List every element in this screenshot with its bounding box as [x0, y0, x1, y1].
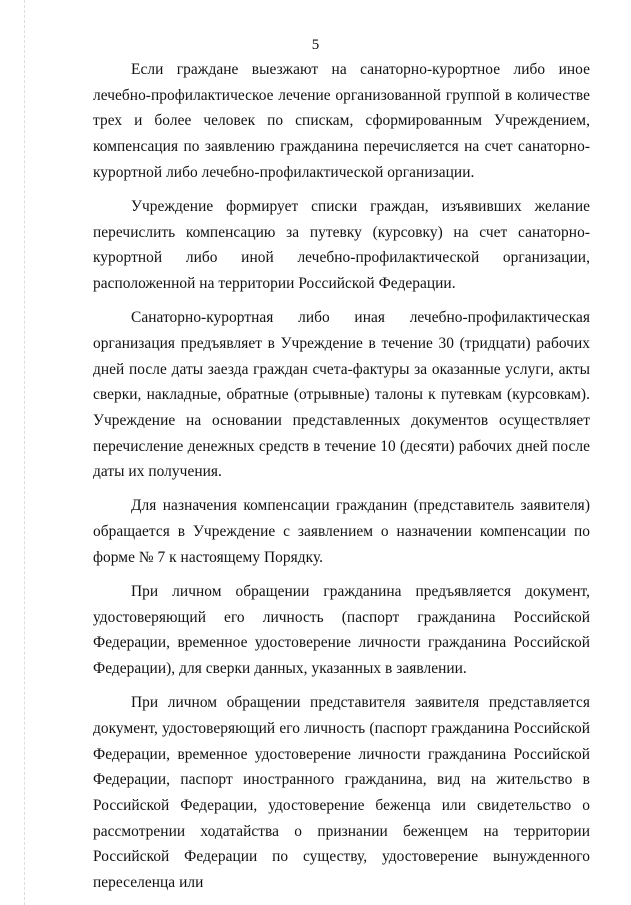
- paragraph-application: Для назначения компенсации гражданин (представитель заявителя) обращается в Учреждение с заявлением о назначении компенсации по форме № 7 к настоящему Порядку.: [93, 497, 590, 566]
- paragraph-personal-visit: При личном обращении гражданина предъявляется документ, удостоверяющий его личность (паспорт гражданина Российской Федерации, временное удостоверение личности гражданина Российской Федерации), для сверки данных, указанных в заявлении.: [93, 582, 590, 678]
- paragraph-lists-formation: Учреждение формирует списки граждан, изъявивших желание перечислить компенсацию за путевку (курсовку) на счет санаторно-курортной либо иной лечебно-профилактической организации, расположенной на территории Российской Федерации.: [93, 197, 590, 293]
- scan-edge-line: [24, 0, 26, 905]
- paragraph-invoices: Санаторно-курортная либо иная лечебно-профилактическая организация предъявляет в Учреждение в течение 30 (тридцати) рабочих дней после даты заезда граждан счета-фактуры за оказанные услуги, акты сверки, накладные, обратные (отрывные) талоны к путевкам (курсовкам). Учреждение на основании представленных документов осуществляет перечисление денежных средств в течение 10 (десяти) рабочих дней после даты их получения.: [93, 309, 590, 481]
- page-number: 5: [311, 37, 320, 53]
- document-body: [93, 57, 590, 904]
- paragraph-group-travel: Если граждане выезжают на санаторно-курортное либо иное лечебно-профилактическое лечение организованной группой в количестве трех и более человек по спискам, сформированным Учреждением, компенсация по заявлению гражданина перечисляется на счет санаторно-курортной либо лечебно-профилактической организации.: [93, 61, 590, 181]
- paragraph-representative-visit: При личном обращении представителя заявителя представляется документ, удостоверяющий его личность (паспорт гражданина Российской Федерации, временное удостоверение личности гражданина Российской Федерации, паспорт иностранного гражданина, вид на жительство в Российской Федерации, удостоверение беженца или свидетельство о рассмотрении ходатайства о признании беженцем на территории Российской Федерации по существу, удостоверение вынужденного переселенца или: [93, 694, 590, 892]
